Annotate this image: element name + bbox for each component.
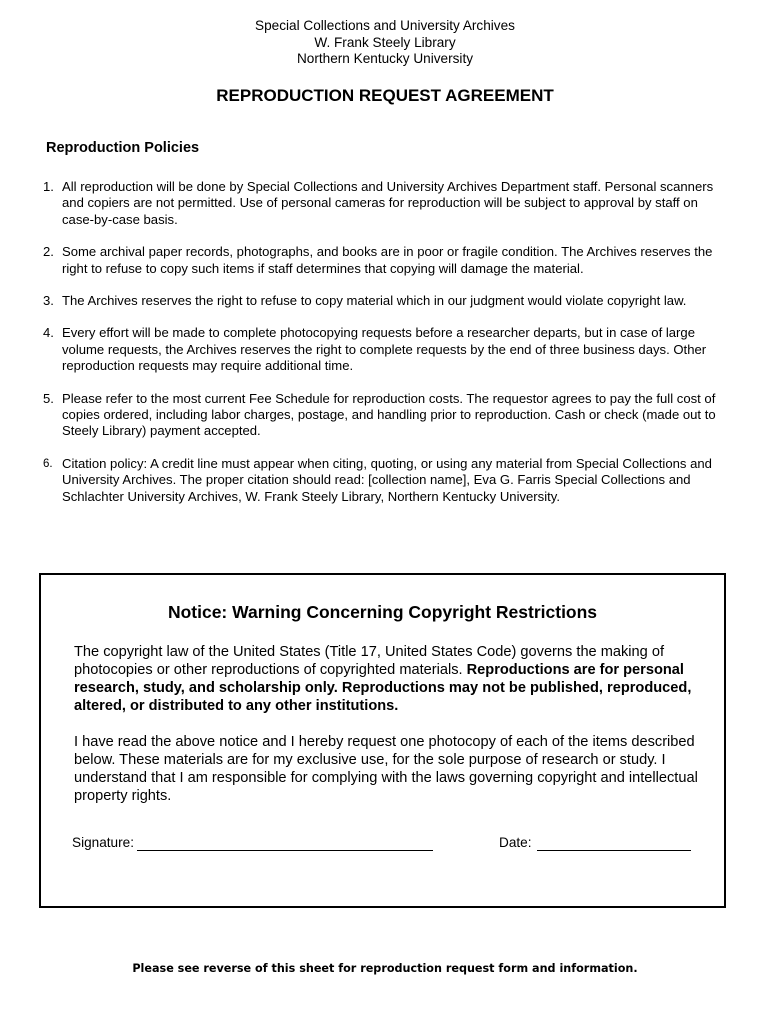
request-statement: I have read the above notice and I hereby request one photocopy of each of the items described below. These materials are for my exclusive use, for the sole purpose of research or study. I understand that I am responsible for complying with the laws governing copyright and intellectual property rights. — [74, 734, 698, 804]
policy-item — [43, 456, 733, 505]
document-title: REPRODUCTION REQUEST AGREEMENT — [216, 86, 554, 105]
policy-number: 2. — [43, 244, 54, 260]
policy-item — [43, 325, 733, 374]
policy-item — [43, 293, 733, 309]
policy-text: The Archives reserves the right to refuse to copy material which in our judgment would violate copyright law. — [62, 293, 687, 309]
policy-number: 3. — [43, 293, 54, 309]
policy-item — [43, 391, 733, 440]
policy-text: All reproduction will be done by Special Collections and University Archives Department staff. Personal scanners and copiers are not permitted. Use of personal cameras for reproduction will be subject to approval by staff on case-by-case basis. — [62, 179, 714, 227]
notice-text — [74, 643, 714, 715]
notice-text-bold: Reproductions are for personal research, study, and scholarship only. Reproductions may not be published, reproduced, altered, or distributed to any other institutions. — [74, 662, 692, 714]
date-label: Date: — [499, 835, 532, 850]
policy-text: Every effort will be made to complete photocopying requests before a researcher departs, but in case of large volume requests, the Archives reserves the right to complete requests by the end of three business days. Other reproduction requests may require additional time. — [62, 325, 707, 374]
footer-note: Please see reverse of this sheet for reproduction request form and information. — [132, 962, 638, 975]
policy-number: 1. — [43, 179, 54, 194]
notice-title: Notice: Warning Concerning Copyright Restrictions — [167, 602, 598, 622]
policy-list — [43, 179, 733, 505]
institution-header — [0, 18, 770, 68]
policy-number: 5. — [43, 390, 54, 406]
policy-item — [43, 244, 733, 277]
policy-item — [43, 179, 733, 228]
notice-text-plain: The copyright law of the United States (Title 17, United States Code) governs the making of photocopies or other reproductions of copyrighted materials. — [74, 644, 664, 678]
policy-text: Some archival paper records, photographs, and books are in poor or fragile condition. The Archives reserves the right to refuse to copy such items if staff determines that copying will damage the material. — [62, 244, 713, 276]
policy-number: 4. — [43, 325, 54, 341]
copyright-notice-box — [39, 573, 726, 908]
policy-text: Citation policy: A credit line must appear when citing, quoting, or using any material from Special Collections and University Archives. The proper citation should read: [collection name], Eva G. Farris Special Collections and Schlachter University Archives, W. Frank Steely Library, Northern Kentucky University. — [62, 455, 712, 504]
header-line-1: Special Collections and University Archives — [255, 18, 515, 33]
policy-text: Please refer to the most current Fee Schedule for reproduction costs. The requestor agrees to pay the full cost of copies ordered, including labor charges, postage, and handling prior to reproduction. Cash or check (made out to Steely Library) payment accepted. — [62, 390, 716, 439]
date-field[interactable] — [537, 850, 691, 851]
signature-field[interactable] — [137, 850, 433, 851]
signature-label: Signature: — [72, 835, 134, 850]
policy-number: 6. — [43, 457, 53, 470]
policies-heading: Reproduction Policies — [46, 140, 200, 156]
header-line-3: Northern Kentucky University — [296, 51, 474, 66]
header-line-2: W. Frank Steely Library — [314, 34, 456, 50]
